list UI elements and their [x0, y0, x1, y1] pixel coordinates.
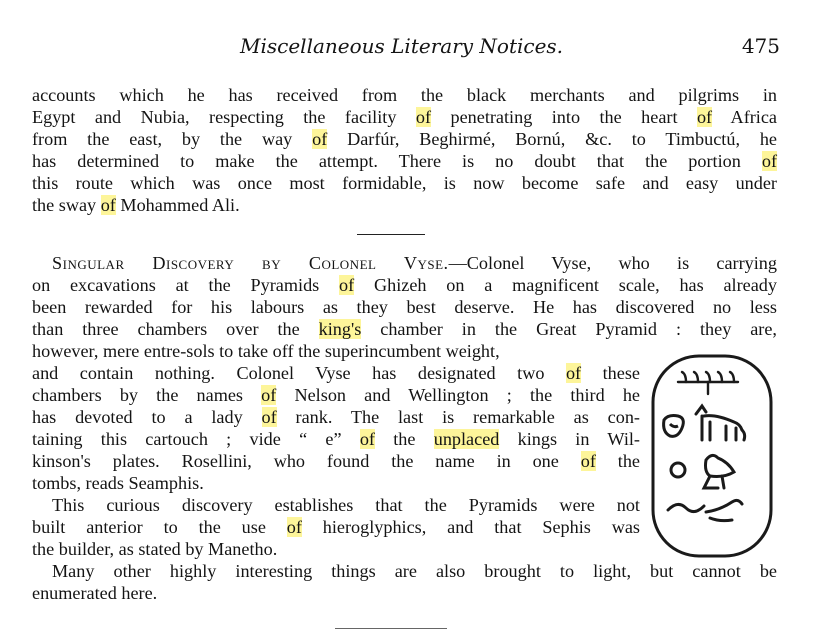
highlighted-word: of: [565, 363, 582, 383]
hieroglyph-jackal-icon: [696, 406, 745, 440]
highlighted-word: of: [286, 517, 302, 537]
text-line: however, mere entre-sols to take off the superincumbent weight,: [32, 341, 500, 361]
heading-dash: —: [448, 253, 467, 273]
text-line: the sway of Mohammed Ali.: [32, 195, 240, 215]
running-head: [240, 34, 780, 60]
hieroglyph-bird-icon: [704, 455, 734, 488]
highlighted-word: of: [100, 195, 116, 215]
text-line: and contain nothing. Colonel Vyse has designated two of these: [32, 363, 640, 383]
text-line: accounts which he has received from the black merchants and pilgrims in: [32, 85, 777, 105]
text-line: been rewarded for his labours as they best deserve. He has discovered no less: [32, 297, 777, 317]
cartouche-illustration: [648, 352, 776, 562]
hieroglyph-plant-icon: [678, 372, 738, 394]
text-line: Egypt and Nubia, respecting the facility of penetrating into the heart of Africa: [32, 107, 778, 127]
highlighted-word: of: [261, 385, 277, 405]
highlighted-word: of: [312, 129, 328, 149]
text-line: than three chambers over the king's chamber in the Great Pyramid : they are,: [32, 319, 777, 339]
text-line: kinson's plates. Rosellini, who found the name in one of the: [32, 451, 640, 471]
text-line: the builder, as stated by Manetho.: [32, 539, 278, 559]
highlighted-word: of: [339, 275, 355, 295]
running-title: Miscellaneous Literary Notices.: [240, 34, 564, 58]
section-heading-line: [52, 252, 777, 274]
highlighted-word: of: [415, 107, 432, 127]
highlighted-word: of: [359, 429, 375, 449]
text-line: this route which was once most formidable, is now become safe and easy under: [32, 173, 777, 193]
highlighted-word: king's: [318, 319, 362, 339]
text-line: enumerated here.: [32, 583, 158, 603]
text-line: on excavations at the Pyramids of Ghizeh on a magnificent scale, has already: [32, 275, 777, 295]
text-line: tombs, reads Seamphis.: [32, 473, 204, 493]
footer-divider: [335, 628, 447, 629]
highlighted-word: of: [761, 151, 777, 171]
highlighted-word: unplaced: [433, 429, 500, 449]
highlighted-word: of: [580, 451, 596, 471]
text-line: taining this cartouch ; vide “ e” of the unplaced kings in Wil-: [32, 429, 640, 449]
section-heading: Singular Discovery by Colonel Vyse.: [52, 253, 449, 273]
hieroglyph-circle-icon: [671, 463, 685, 477]
text-segment: Colonel Vyse, who is carrying: [466, 253, 777, 273]
page-number: 475: [741, 34, 780, 58]
highlighted-word: of: [696, 107, 713, 127]
text-line: Many other highly interesting things are also brought to light, but cannot be: [52, 561, 777, 581]
section-divider: [357, 234, 425, 235]
hieroglyph-bowl-icon: [664, 416, 684, 437]
text-line: This curious discovery establishes that the Pyramids were not: [52, 495, 640, 515]
text-line: has devoted to a lady of rank. The last is remarkable as con-: [32, 407, 640, 427]
text-line: chambers by the names of Nelson and Wellington ; the third he: [32, 385, 640, 405]
text-line: from the east, by the way of Darfúr, Beghirmé, Bornú, &c. to Timbuctú, he: [32, 129, 778, 149]
highlighted-word: of: [261, 407, 277, 427]
text-line: built anterior to the use of hieroglyphics, and that Sephis was: [32, 517, 641, 537]
text-line: has determined to make the attempt. There is no doubt that the portion of: [32, 151, 777, 171]
hieroglyph-water-icon: [668, 500, 742, 520]
